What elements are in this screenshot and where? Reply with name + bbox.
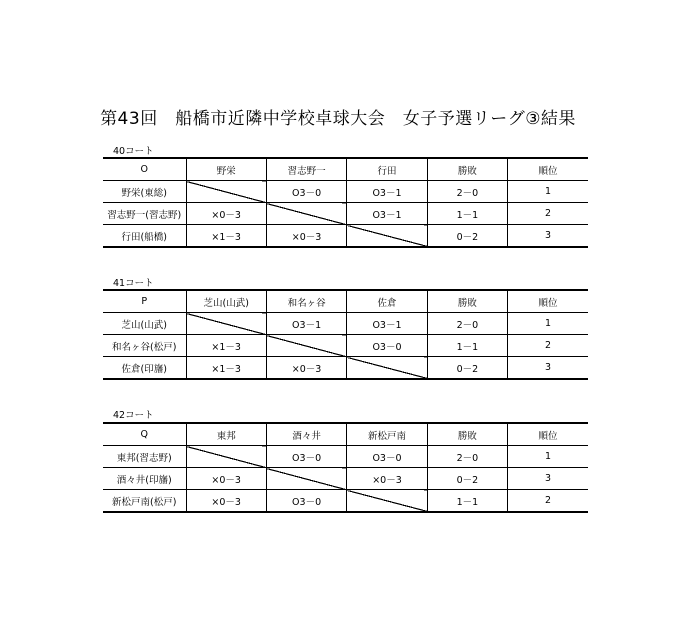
rank: 1 [508,446,588,468]
header-team: 新松戸南 [347,423,427,446]
header-row [103,423,588,446]
header-team: 芝山(山武) [186,290,266,313]
match-result: O3－0 [347,335,427,357]
win-loss: 1－1 [427,203,507,225]
self-match-cell [347,357,427,380]
rank: 1 [508,181,588,203]
match-result: O3－1 [347,313,427,335]
header-team: 酒々井 [266,423,346,446]
table-row [103,335,588,357]
win-loss: 2－0 [427,181,507,203]
table-row [103,446,588,468]
header-team: 習志野一 [266,158,346,181]
league-table-o [103,157,588,248]
match-result: ×0－3 [186,468,266,490]
row-team: 佐倉(印旛) [103,357,186,380]
match-result: O3－1 [347,181,427,203]
win-loss: 2－0 [427,313,507,335]
match-result: ×0－3 [347,468,427,490]
self-match-cell [266,468,346,490]
row-team: 酒々井(印旛) [103,468,186,490]
rank: 2 [508,203,588,225]
self-match-cell [186,181,266,203]
table-row [103,181,588,203]
group-name: O [103,158,186,181]
header-row [103,290,588,313]
win-loss: 1－1 [427,335,507,357]
match-result: O3－0 [347,446,427,468]
table-row [103,468,588,490]
header-rank: 順位 [508,423,588,446]
header-rank: 順位 [508,158,588,181]
row-team: 習志野一(習志野) [103,203,186,225]
table-row [103,357,588,380]
match-result: ×1－3 [186,225,266,248]
rank: 3 [508,225,588,248]
row-team: 新松戸南(松戸) [103,490,186,513]
header-team: 行田 [347,158,427,181]
header-win-loss: 勝敗 [427,158,507,181]
league-table-p [103,289,588,380]
match-result: O3－1 [266,313,346,335]
table-row [103,490,588,513]
match-result: ×1－3 [186,335,266,357]
header-rank: 順位 [508,290,588,313]
league-table-q [103,422,588,513]
court-label: 40コート [113,146,154,157]
table-row [103,225,588,248]
header-team: 野栄 [186,158,266,181]
self-match-cell [266,203,346,225]
group-name: Q [103,423,186,446]
rank: 3 [508,468,588,490]
row-team: 行田(船橋) [103,225,186,248]
group-name: P [103,290,186,313]
match-result: ×0－3 [266,357,346,380]
match-result: ×0－3 [186,203,266,225]
win-loss: 2－0 [427,446,507,468]
rank: 1 [508,313,588,335]
match-result: ×1－3 [186,357,266,380]
table-row [103,313,588,335]
match-result: O3－0 [266,446,346,468]
row-team: 芝山(山武) [103,313,186,335]
self-match-cell [347,225,427,248]
header-win-loss: 勝敗 [427,423,507,446]
header-team: 東邦 [186,423,266,446]
header-win-loss: 勝敗 [427,290,507,313]
win-loss: 1－1 [427,490,507,513]
rank: 3 [508,357,588,380]
header-team: 佐倉 [347,290,427,313]
page-title: 第43回 船橋市近隣中学校卓球大会 女子予選リーグ③結果 [100,109,576,129]
row-team: 東邦(習志野) [103,446,186,468]
match-result: O3－1 [347,203,427,225]
court-label: 42コート [113,410,154,421]
win-loss: 0－2 [427,468,507,490]
win-loss: 0－2 [427,357,507,380]
self-match-cell [347,490,427,513]
match-result: ×0－3 [186,490,266,513]
self-match-cell [186,446,266,468]
match-result: O3－0 [266,490,346,513]
row-team: 野栄(東総) [103,181,186,203]
rank: 2 [508,335,588,357]
self-match-cell [186,313,266,335]
header-team: 和名ヶ谷 [266,290,346,313]
court-label: 41コート [113,278,154,289]
row-team: 和名ヶ谷(松戸) [103,335,186,357]
rank: 2 [508,490,588,513]
match-result: ×0－3 [266,225,346,248]
self-match-cell [266,335,346,357]
header-row [103,158,588,181]
win-loss: 0－2 [427,225,507,248]
table-row [103,203,588,225]
match-result: O3－0 [266,181,346,203]
